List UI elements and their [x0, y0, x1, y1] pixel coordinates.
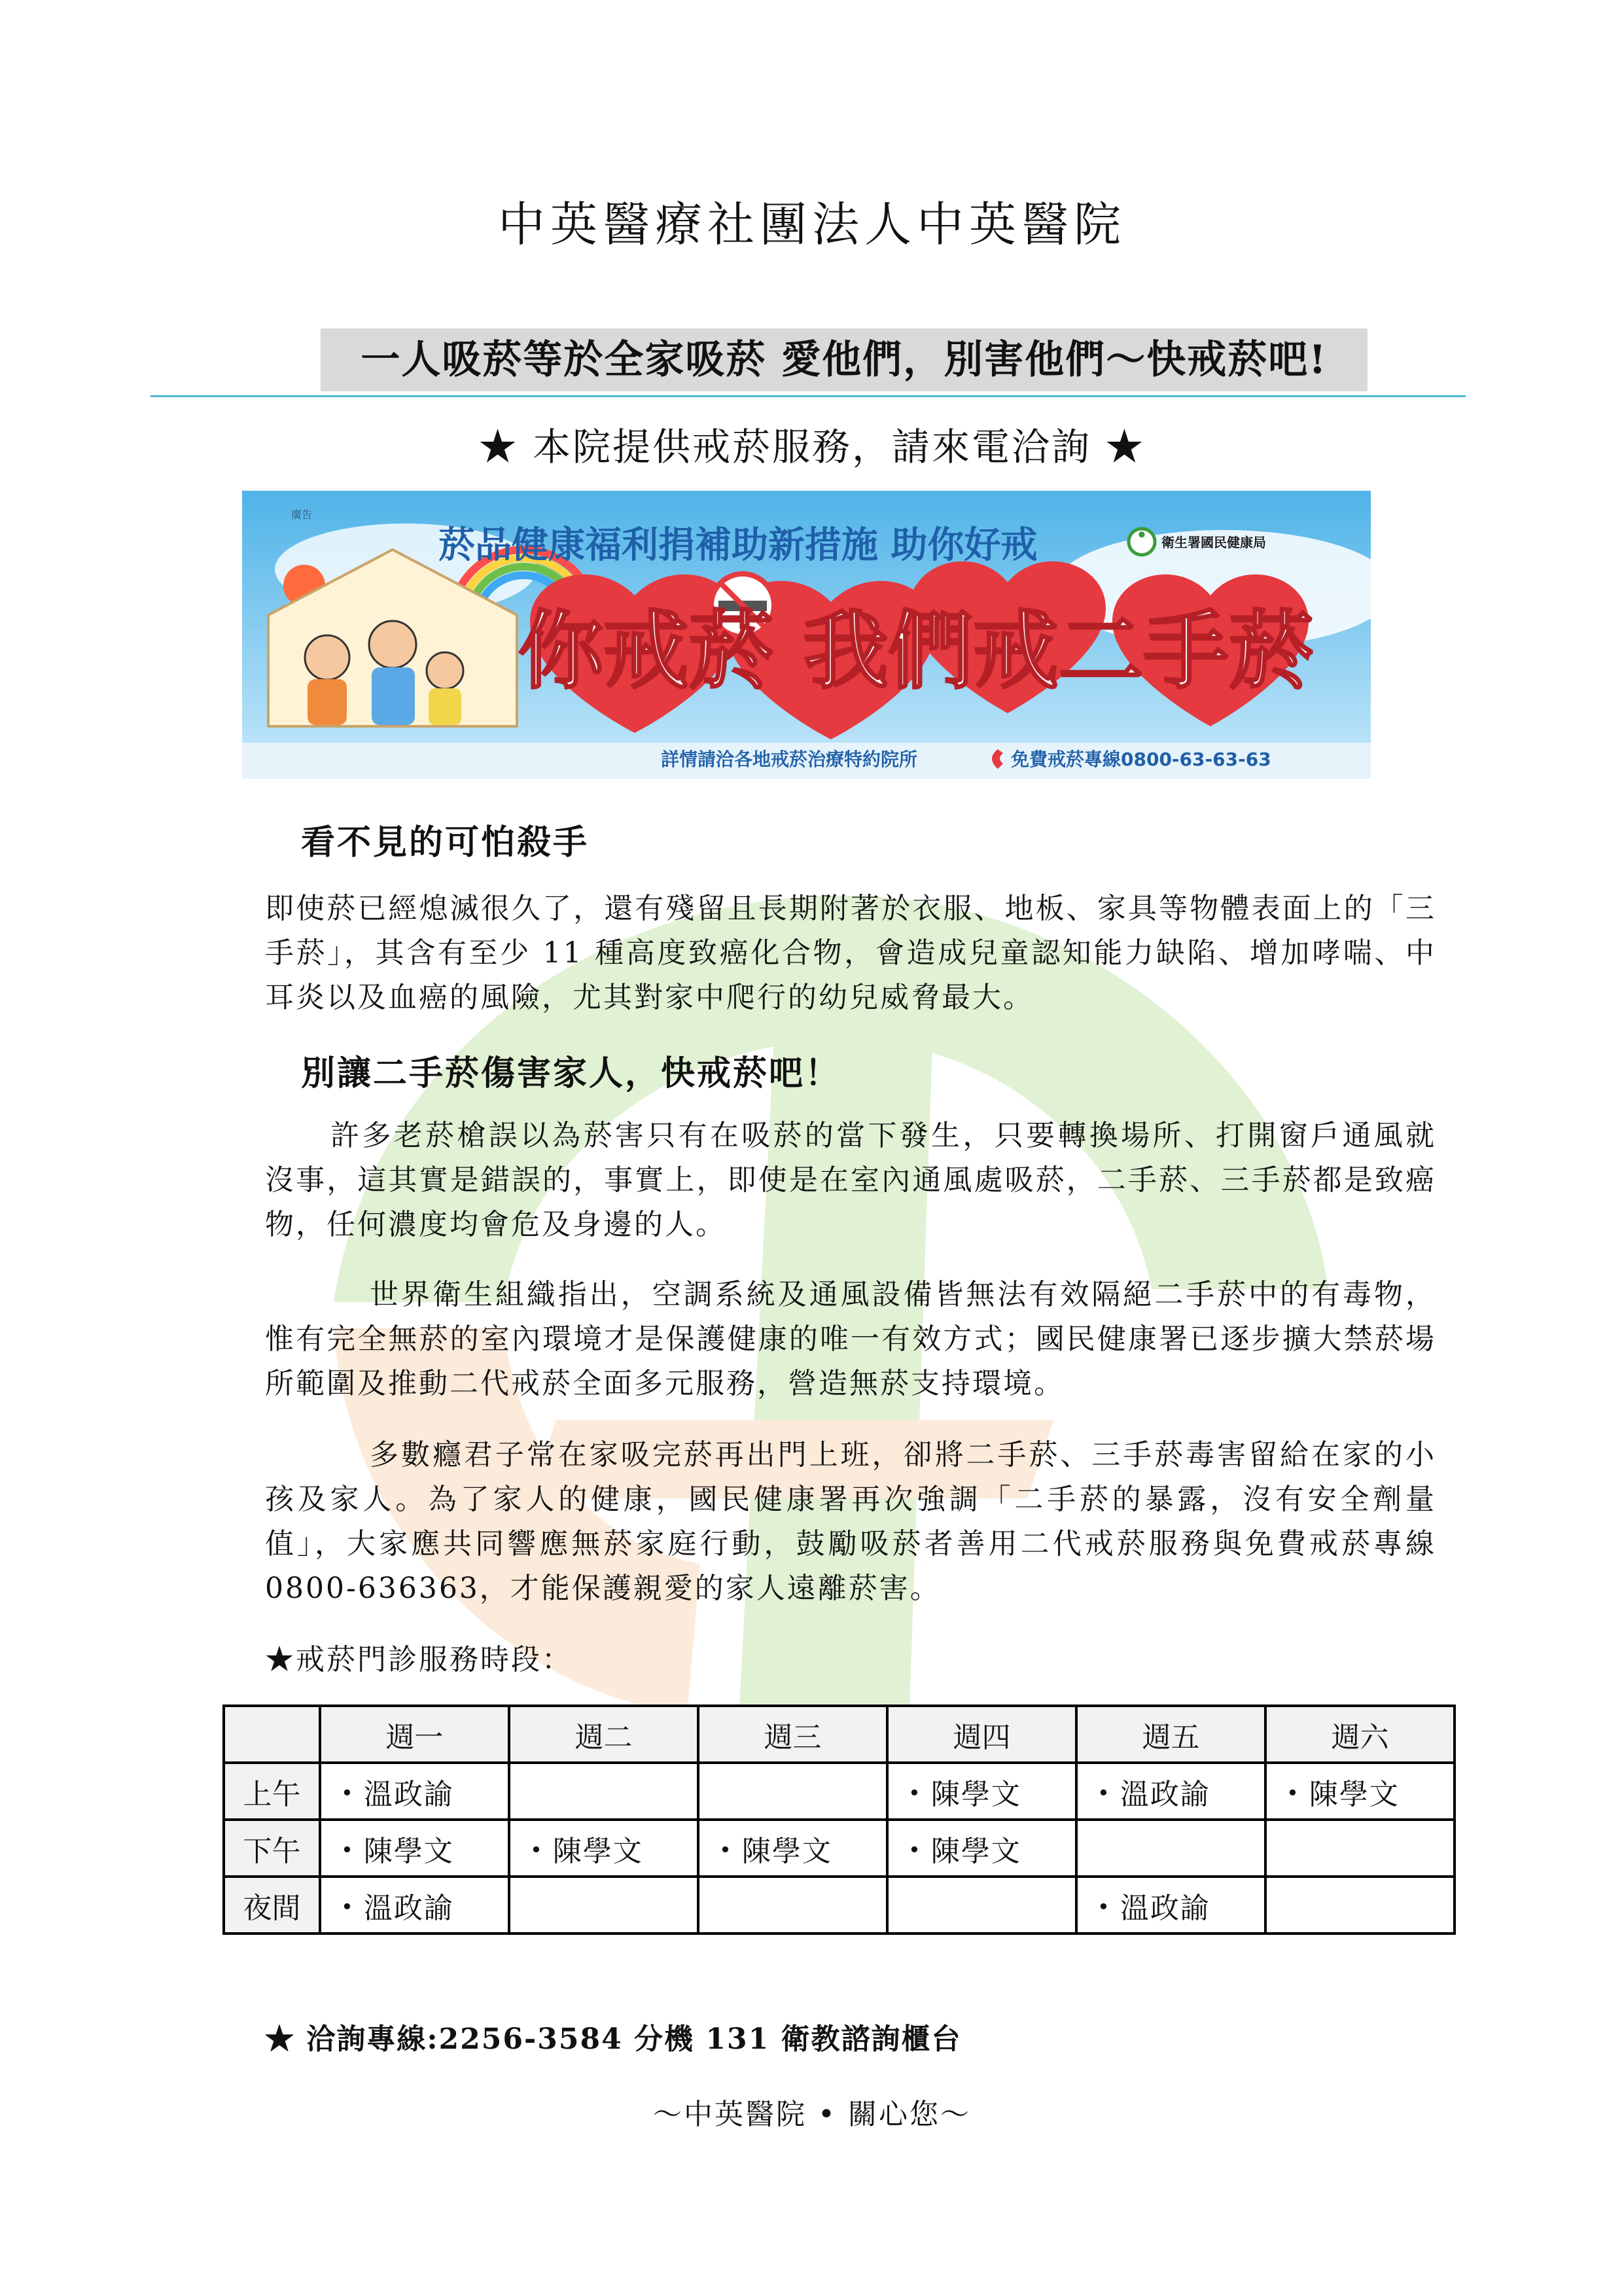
clinic-schedule-table [222, 1704, 1456, 1935]
paragraph-family-health: 多數癮君子常在家吸完菸再出門上班，卻將二手菸、三手菸毒害留給在家的小孩及家人。為了家人的健康，國民健康署再次強調「二手菸的暴露，沒有安全劑量值」，大家應共同響應無菸家庭行動，鼓勵吸菸者善用二代戒菸服務與免費戒菸專線 0800-636363，才能保護親愛的家人遠離菸害。 [265, 1438, 1436, 1605]
banner-hotline: 免費戒菸專線0800-63-63-63 [1011, 749, 1271, 770]
banner-footnote: 詳情請洽各地戒菸治療特約院所 [661, 749, 918, 770]
doctor-name: 陳學文 [741, 1834, 832, 1868]
schedule-cell [320, 1877, 509, 1934]
bullet-icon: • [341, 1894, 355, 1919]
table-row [224, 1820, 1455, 1877]
bullet-icon: • [908, 1837, 922, 1862]
doctor-name: 陳學文 [1309, 1777, 1400, 1811]
schedule-cell [509, 1820, 698, 1877]
bullet-icon: • [719, 1837, 733, 1862]
table-row [224, 1877, 1455, 1934]
day-header: 週二 [509, 1706, 698, 1763]
schedule-cell [509, 1763, 698, 1820]
schedule-cell [1076, 1877, 1265, 1934]
day-header: 週六 [1265, 1706, 1455, 1763]
table-row [224, 1763, 1455, 1820]
footer-tagline: ～中英醫院 • 關心您～ [653, 2098, 971, 2131]
section-heading-secondhand-smoke: 別讓二手菸傷害家人，快戒菸吧！ [301, 1053, 841, 1093]
doctor-name: 陳學文 [552, 1834, 643, 1868]
schedule-cell [1265, 1763, 1455, 1820]
quit-smoking-campaign-banner [242, 491, 1371, 779]
schedule-cell [1076, 1820, 1265, 1877]
day-header: 週一 [320, 1706, 509, 1763]
bullet-icon: • [908, 1780, 922, 1805]
schedule-cell [887, 1820, 1076, 1877]
paragraph-misconception: 許多老菸槍誤以為菸害只有在吸菸的當下發生，只要轉換場所、打開窗戶通風就沒事，這其實是錯誤的，事實上，即使是在室內通風處吸菸，二手菸、三手菸都是致癌物，任何濃度均會危及身邊的人。 [265, 1119, 1436, 1241]
bullet-icon: • [530, 1837, 544, 1862]
bullet-icon: • [341, 1780, 355, 1805]
schedule-cell [1265, 1877, 1455, 1934]
doctor-name: 陳學文 [930, 1834, 1021, 1868]
table-corner-cell [224, 1706, 320, 1763]
service-notice: ★ 本院提供戒菸服務，請來電洽詢 ★ [478, 425, 1146, 469]
day-header: 週四 [887, 1706, 1076, 1763]
schedule-cell [1265, 1820, 1455, 1877]
schedule-cell [698, 1877, 887, 1934]
doctor-name: 陳學文 [363, 1834, 454, 1868]
schedule-cell [1076, 1763, 1265, 1820]
period-label: 夜間 [224, 1877, 320, 1934]
contact-hotline: ★ 洽詢專線:2256-3584 分機 131 衛教諮詢櫃台 [265, 2022, 962, 2056]
svg-text:●: ● [1138, 529, 1146, 539]
family-member-icon [369, 621, 416, 668]
schedule-cell [887, 1877, 1076, 1934]
schedule-cell [698, 1820, 887, 1877]
schedule-cell [887, 1763, 1076, 1820]
paragraph-thirdhand-smoke: 即使菸已經熄滅很久了，還有殘留且長期附著於衣服、地板、家具等物體表面上的「三手菸」，其含有至少 11 種高度致癌化合物，會造成兒童認知能力缺陷、增加哮喘、中耳炎以及血癌的風險，尤其對家中爬行的幼兒威脅最大。 [265, 892, 1436, 1014]
doctor-name: 溫政諭 [1120, 1777, 1210, 1811]
clinic-hours-label: ★戒菸門診服務時段： [265, 1643, 573, 1676]
doctor-name: 溫政諭 [363, 1891, 454, 1925]
period-label: 下午 [224, 1820, 320, 1877]
schedule-cell [509, 1877, 698, 1934]
section-heading-thirdhand-smoke: 看不見的可怕殺手 [301, 822, 590, 862]
schedule-cell [698, 1763, 887, 1820]
banner-main-text: 你戒菸 我們戒二手菸 [518, 601, 1314, 701]
period-label: 上午 [224, 1763, 320, 1820]
day-header: 週五 [1076, 1706, 1265, 1763]
banner-headline: 菸品健康福利捐補助新措施 助你好戒 [438, 524, 1038, 567]
slogan-banner-text: 一人吸菸等於全家吸菸 愛他們，別害他們～快戒菸吧! [321, 328, 1368, 391]
doctor-name: 溫政諭 [363, 1777, 454, 1811]
doctor-name: 陳學文 [930, 1777, 1021, 1811]
bullet-icon: • [1286, 1780, 1300, 1805]
banner-agency-name: 衛生署國民健康局 [1161, 535, 1266, 550]
family-member-icon [305, 635, 349, 680]
bullet-icon: • [341, 1837, 355, 1862]
bullet-icon: • [1097, 1894, 1111, 1919]
bullet-icon: • [1097, 1780, 1111, 1805]
divider-line [150, 395, 1466, 397]
hospital-title: 中英醫療社團法人中英醫院 [497, 197, 1126, 252]
doctor-name: 溫政諭 [1120, 1891, 1210, 1925]
family-member-icon [427, 652, 463, 689]
paragraph-who: 世界衛生組織指出，空調系統及通風設備皆無法有效隔絕二手菸中的有毒物，惟有完全無菸的室內環境才是保護健康的唯一有效方式；國民健康署已逐步擴大禁菸場所範圍及推動二代戒菸全面多元服務，營造無菸支持環境。 [265, 1278, 1436, 1400]
schedule-cell [320, 1763, 509, 1820]
table-header-row [224, 1706, 1455, 1763]
schedule-cell [320, 1820, 509, 1877]
day-header: 週三 [698, 1706, 887, 1763]
banner-tag: 廣告 [291, 508, 313, 521]
